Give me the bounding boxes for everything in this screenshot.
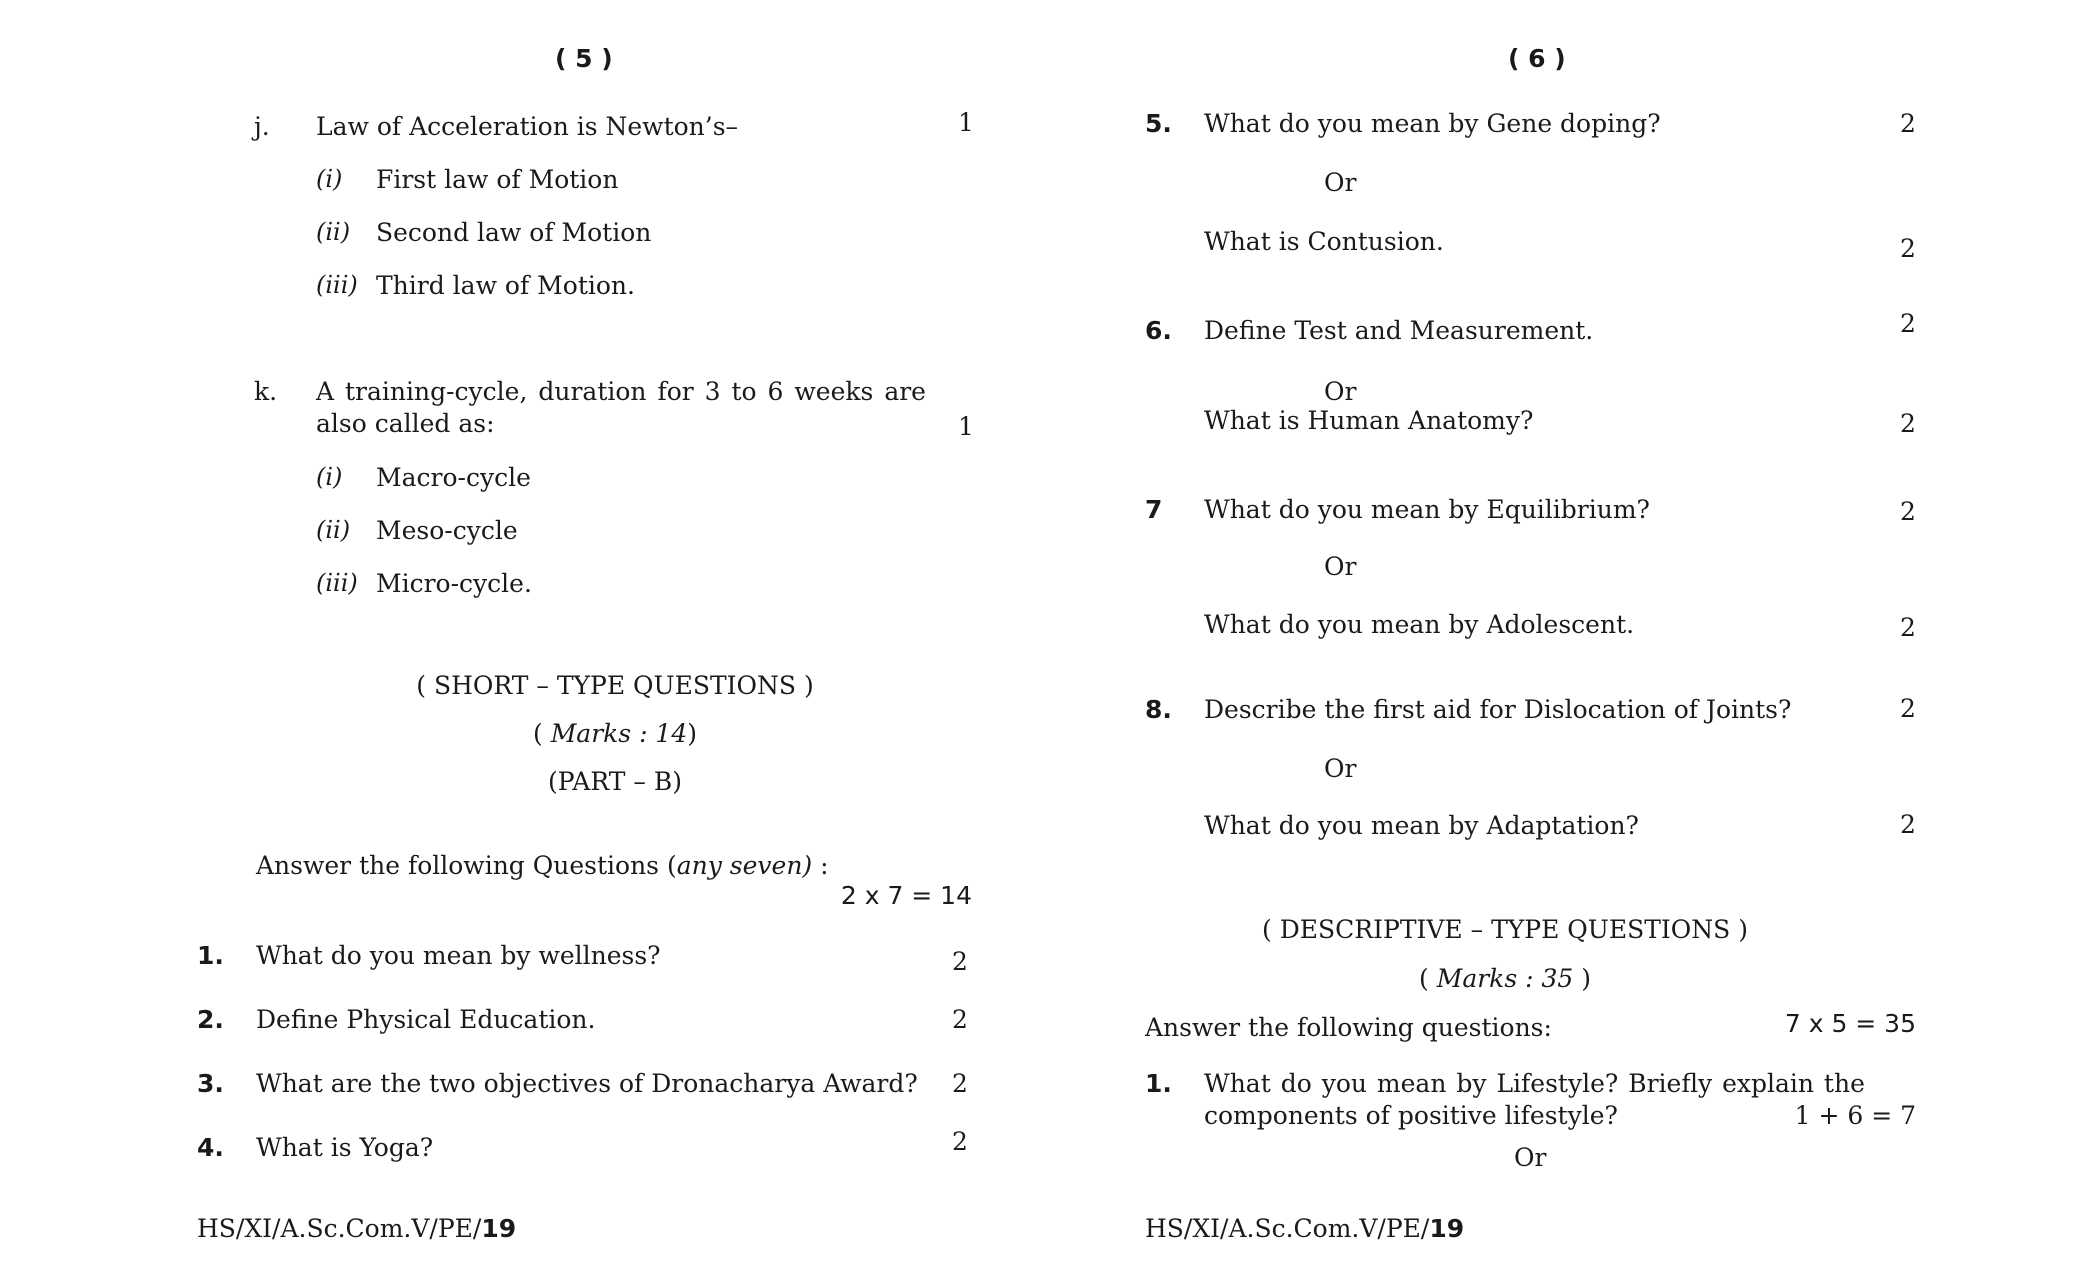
question-text: Law of Acceleration is Newton’s– [316,112,739,141]
page-footer: HS/XI/A.Sc.Com.V/PE/19 [197,1214,517,1243]
page-footer: HS/XI/A.Sc.Com.V/PE/19 [1145,1214,1465,1243]
section-total-marks: 7 x 5 = 35 [1784,1009,1916,1038]
alternative-question-text: What is Human Anatomy? [1204,406,1534,435]
section-total-marks: 2 x 7 = 14 [840,881,972,910]
option-text: Second law of Motion [376,218,652,247]
question-text-line2: also called as: [316,409,495,438]
question-marks: 2 [1900,309,1916,338]
section-part: (PART – B) [548,767,682,796]
question-marks: 2 [952,947,968,976]
question-text: Define Test and Measurement. [1204,316,1594,345]
question-text: What do you mean by Gene doping? [1204,109,1661,138]
page-number: ( 6 ) [1508,44,1566,73]
question-marks: 2 [1900,497,1916,526]
question-number: 4. [197,1133,224,1162]
question-text: What do you mean by Equilibrium? [1204,495,1650,524]
alternative-question-text: What do you mean by Adolescent. [1204,610,1635,639]
question-text: Describe the first aid for Dislocation of Joints? [1204,695,1792,724]
section-heading: ( DESCRIPTIVE – TYPE QUESTIONS ) [1262,915,1748,944]
alternative-question-marks: 2 [1900,409,1916,438]
option-number: (ii) [316,516,351,544]
option-text: Macro-cycle [376,463,531,492]
or-label: Or [1324,168,1357,197]
question-number: 5. [1145,109,1172,138]
question-marks: 2 [1900,694,1916,723]
question-number: 3. [197,1069,224,1098]
question-marks: 2 [952,1069,968,1098]
section-instruction: Answer the following Questions (any seven) : [256,851,829,880]
question-text: What do you mean by wellness? [256,941,661,970]
question-number: 1. [197,941,224,970]
question-number: 8. [1145,695,1172,724]
option-text: First law of Motion [376,165,619,194]
question-marks: 1 [958,108,974,137]
question-label: j. [254,112,270,141]
question-text-line1: What do you mean by Lifestyle? Briefly explain the [1204,1069,1865,1098]
option-number: (iii) [316,271,358,299]
option-number: (i) [316,165,343,193]
or-label: Or [1324,552,1357,581]
option-number: (ii) [316,218,351,246]
question-text: What is Yoga? [256,1133,434,1162]
alternative-question-text: What do you mean by Adaptation? [1204,811,1639,840]
option-number: (i) [316,463,343,491]
question-number: 2. [197,1005,224,1034]
alternative-question-marks: 2 [1900,810,1916,839]
question-marks: 2 [1900,109,1916,138]
question-text: What are the two objectives of Dronacharya Award? [256,1069,918,1098]
question-number: 7 [1145,495,1163,524]
page-number: ( 5 ) [555,44,613,73]
section-heading: ( SHORT – TYPE QUESTIONS ) [416,671,814,700]
option-number: (iii) [316,569,358,597]
section-instruction: Answer the following questions: [1145,1013,1552,1042]
question-text: Define Physical Education. [256,1005,596,1034]
or-label: Or [1514,1143,1547,1172]
option-text: Meso-cycle [376,516,518,545]
question-text-line1: A training-cycle, duration for 3 to 6 weeks are [316,377,926,406]
alternative-question-marks: 2 [1900,613,1916,642]
question-number: 1. [1145,1069,1172,1098]
question-number: 6. [1145,316,1172,345]
question-marks: 2 [952,1005,968,1034]
or-label: Or [1324,377,1357,406]
question-marks: 1 + 6 = 7 [1794,1101,1916,1130]
or-label: Or [1324,754,1357,783]
question-marks: 1 [958,412,974,441]
option-text: Third law of Motion. [376,271,635,300]
option-text: Micro-cycle. [376,569,532,598]
alternative-question-marks: 2 [1900,234,1916,263]
question-marks: 2 [952,1127,968,1156]
section-marks: ( Marks : 35 ) [1419,964,1591,993]
section-marks: ( Marks : 14) [532,719,698,748]
question-text-line2: components of positive lifestyle? [1204,1101,1618,1130]
question-label: k. [254,377,278,406]
alternative-question-text: What is Contusion. [1204,227,1444,256]
